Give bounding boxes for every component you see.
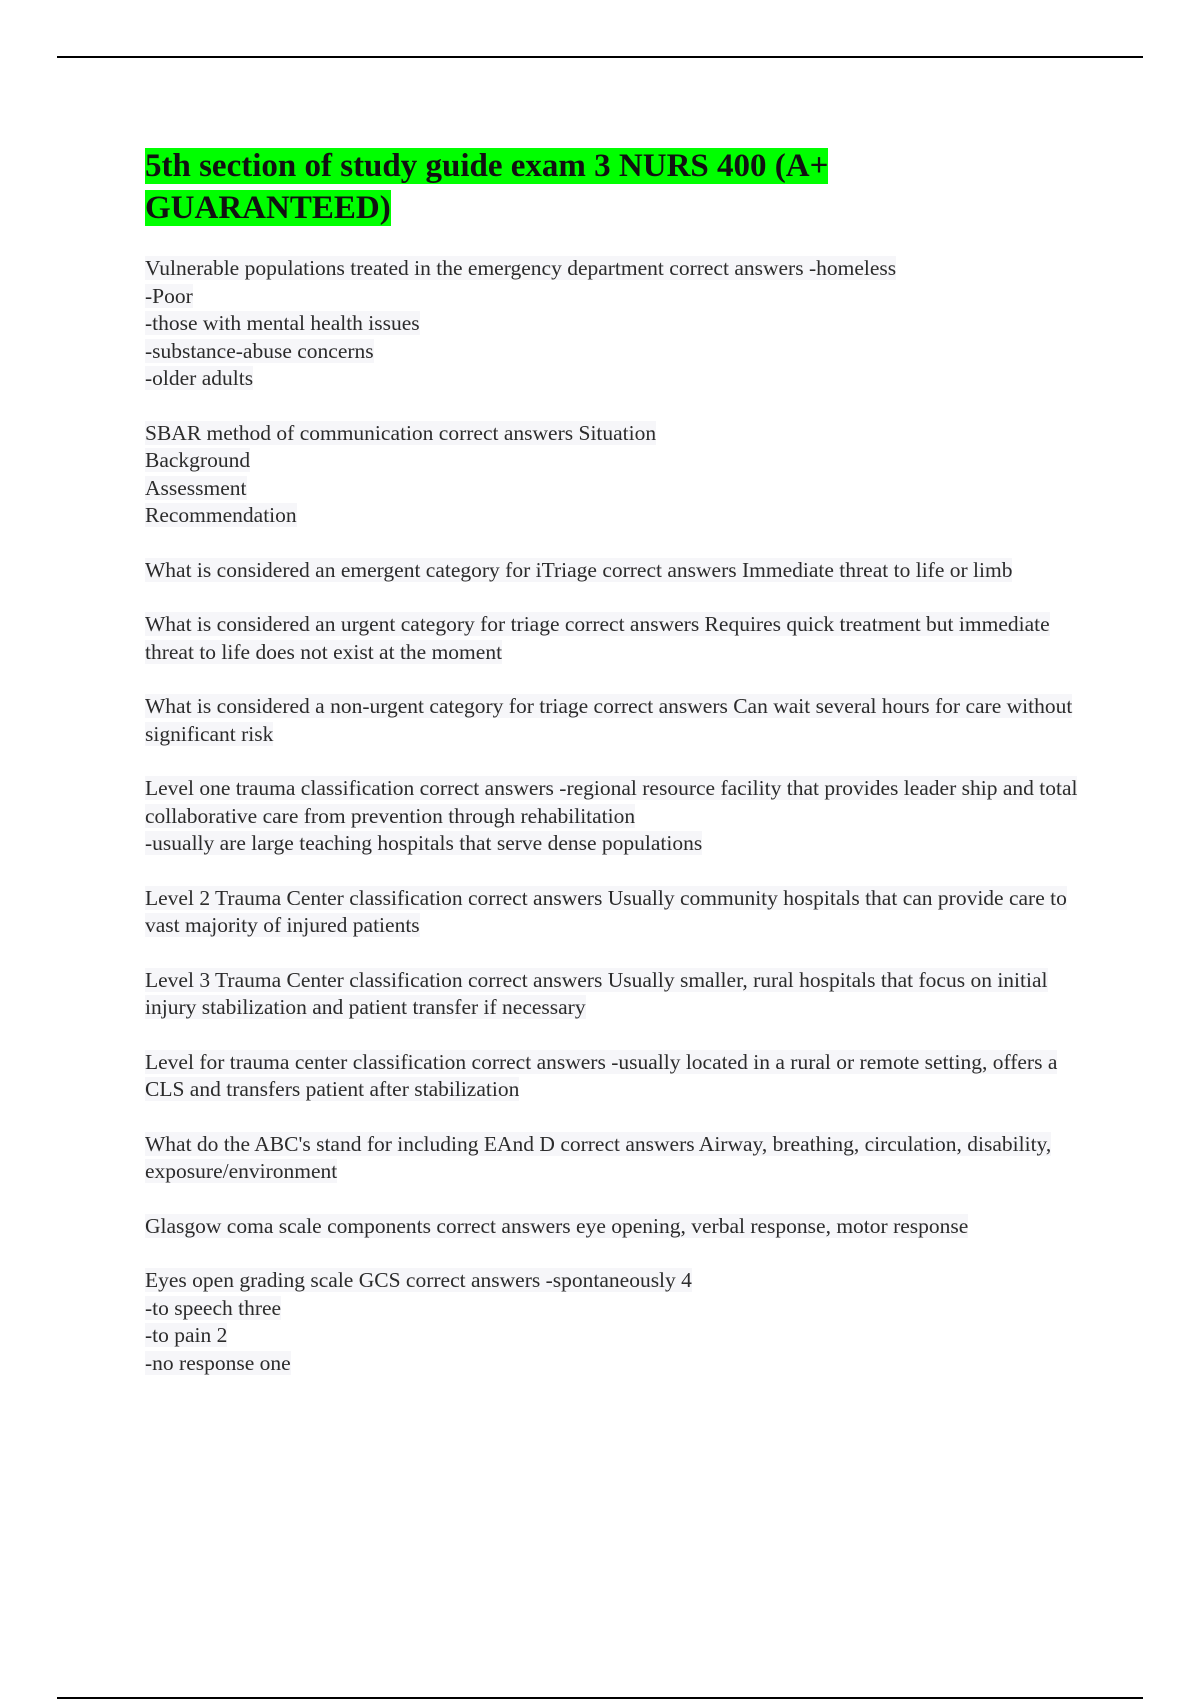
qa-line-text: -those with mental health issues [145, 311, 420, 335]
qa-entry [145, 885, 1080, 940]
qa-entry [145, 1131, 1080, 1186]
qa-line-text: Level 3 Trauma Center classification correct answers Usually smaller, rural hospitals that focus on initial injury stabilization and patient transfer if necessary [145, 967, 1048, 1019]
entries-list [145, 255, 1080, 1377]
qa-line-text: What is considered an urgent category for triage correct answers Requires quick treatment but immediate threat to life does not exist at the moment [145, 612, 1050, 664]
qa-line-text: -to speech three [145, 1295, 282, 1320]
qa-line-text: Level 2 Trauma Center classification correct answers Usually community hospitals that can provide care to vast majority of injured patients [145, 885, 1067, 937]
qa-line-text: Level one trauma classification correct answers -regional resource facility that provides leader ship and total collaborative care from prevention through rehabilitation [145, 776, 1078, 828]
qa-line-text: -substance-abuse concerns [145, 338, 374, 363]
qa-line-text: Background [145, 448, 251, 472]
qa-line-text: -Poor [145, 283, 193, 308]
qa-line-text: What do the ABC's stand for including EAnd D correct answers Airway, breathing, circulation, disability, exposure/environment [145, 1131, 1052, 1183]
top-rule [57, 56, 1143, 58]
qa-line [145, 1322, 1080, 1350]
qa-line [145, 1213, 1080, 1241]
qa-line-text: -no response one [145, 1350, 291, 1375]
qa-entry [145, 775, 1080, 858]
qa-line [145, 611, 1080, 666]
qa-line-text: What is considered a non-urgent category for triage correct answers Can wait several hours for care without significant risk [145, 694, 1073, 746]
qa-line [145, 830, 1080, 858]
qa-line-text: What is considered an emergent category for iTriage correct answers Immediate threat to life or limb [145, 557, 1013, 582]
qa-entry [145, 967, 1080, 1022]
qa-line-text: Eyes open grading scale GCS correct answers -spontaneously 4 [145, 1268, 692, 1292]
qa-line [145, 1350, 1080, 1378]
qa-entry [145, 1049, 1080, 1104]
qa-line [145, 1295, 1080, 1323]
qa-line-text: Recommendation [145, 503, 297, 527]
document-title: 5th section of study guide exam 3 NURS 400 (A+ GUARANTEED) [145, 148, 829, 226]
qa-line-text: Glasgow coma scale components correct answers eye opening, verbal response, motor response [145, 1213, 969, 1238]
qa-line-text: Vulnerable populations treated in the emergency department correct answers -homeless [145, 256, 897, 280]
qa-line [145, 310, 1080, 338]
qa-line [145, 967, 1080, 1022]
qa-line [145, 255, 1080, 283]
qa-entry [145, 420, 1080, 530]
qa-line-text: -older adults [145, 366, 254, 390]
qa-line-text: -usually are large teaching hospitals that serve dense populations [145, 831, 703, 855]
qa-line [145, 338, 1080, 366]
qa-line-text: Level for trauma center classification correct answers -usually located in a rural or remote setting, offers a CLS and transfers patient after stabilization [145, 1049, 1058, 1101]
qa-line [145, 693, 1080, 748]
qa-line-text: SBAR method of communication correct answers Situation [145, 420, 657, 445]
qa-line [145, 1267, 1080, 1295]
qa-line [145, 775, 1080, 830]
qa-line [145, 1049, 1080, 1104]
qa-line [145, 420, 1080, 448]
qa-line [145, 283, 1080, 311]
qa-line [145, 447, 1080, 475]
qa-line [145, 475, 1080, 503]
qa-line [145, 365, 1080, 393]
qa-line [145, 557, 1080, 585]
qa-entry [145, 693, 1080, 748]
qa-entry [145, 1267, 1080, 1377]
qa-entry [145, 1213, 1080, 1241]
qa-entry [145, 611, 1080, 666]
document-body [145, 145, 1080, 1404]
qa-line [145, 502, 1080, 530]
qa-entry [145, 255, 1080, 393]
qa-line-text: Assessment [145, 475, 247, 500]
qa-line [145, 885, 1080, 940]
qa-entry [145, 557, 1080, 585]
bottom-rule [57, 1697, 1143, 1699]
qa-line [145, 1131, 1080, 1186]
qa-line-text: -to pain 2 [145, 1323, 228, 1347]
